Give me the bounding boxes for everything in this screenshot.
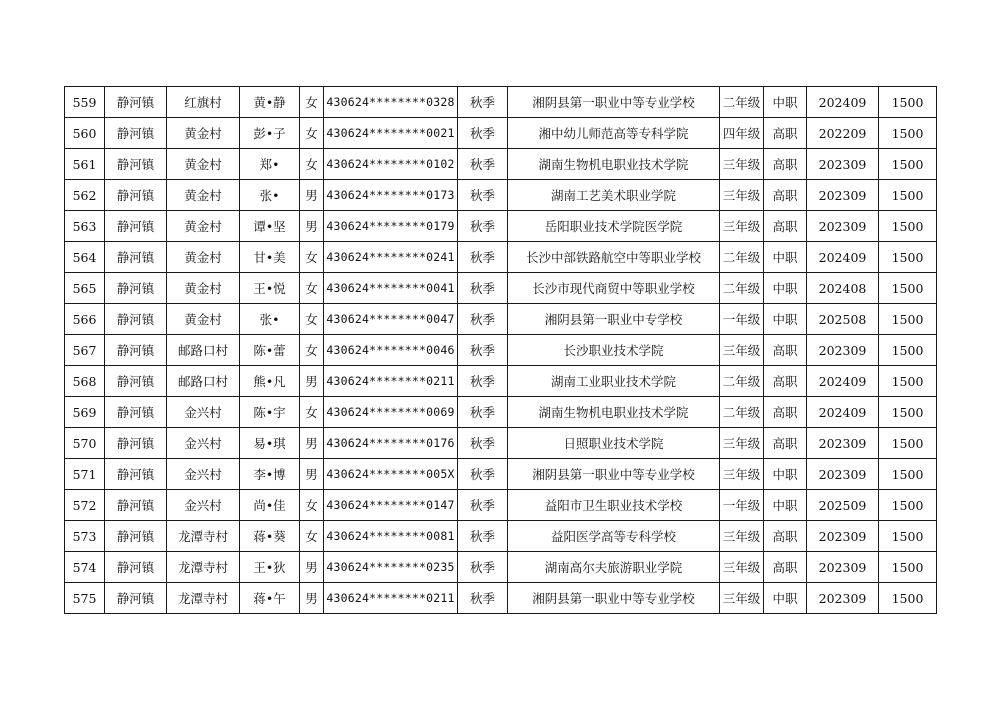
- gender-cell: 男: [300, 459, 324, 490]
- row-number-cell: 571: [65, 459, 105, 490]
- grade-cell: 一年级: [720, 304, 764, 335]
- enrollment-date-cell: 202409: [807, 242, 879, 273]
- row-number-cell: 564: [65, 242, 105, 273]
- enrollment-date-cell: 202309: [807, 149, 879, 180]
- subsidy-amount-cell: 1500: [879, 521, 937, 552]
- enrollment-date-cell: 202309: [807, 459, 879, 490]
- town-cell: 静河镇: [105, 242, 167, 273]
- id-number-cell: 430624********0041: [324, 273, 458, 304]
- school-name-cell: 益阳医学高等专科学校: [508, 521, 720, 552]
- row-number-cell: 574: [65, 552, 105, 583]
- semester-cell: 秋季: [458, 335, 508, 366]
- semester-cell: 秋季: [458, 552, 508, 583]
- semester-cell: 秋季: [458, 521, 508, 552]
- semester-cell: 秋季: [458, 180, 508, 211]
- education-level-cell: 中职: [764, 490, 807, 521]
- gender-cell: 男: [300, 211, 324, 242]
- town-cell: 静河镇: [105, 552, 167, 583]
- town-cell: 静河镇: [105, 428, 167, 459]
- enrollment-date-cell: 202309: [807, 521, 879, 552]
- village-cell: 龙潭寺村: [167, 552, 240, 583]
- gender-cell: 男: [300, 552, 324, 583]
- id-number-cell: 430624********0235: [324, 552, 458, 583]
- grade-cell: 二年级: [720, 397, 764, 428]
- enrollment-date-cell: 202209: [807, 118, 879, 149]
- village-cell: 邮路口村: [167, 366, 240, 397]
- table-row: [65, 211, 937, 242]
- town-cell: 静河镇: [105, 335, 167, 366]
- village-cell: 金兴村: [167, 490, 240, 521]
- student-name-cell: 陈•蕾: [240, 335, 300, 366]
- school-name-cell: 湘阴县第一职业中等专业学校: [508, 87, 720, 118]
- enrollment-date-cell: 202309: [807, 428, 879, 459]
- subsidy-amount-cell: 1500: [879, 87, 937, 118]
- subsidy-amount-cell: 1500: [879, 490, 937, 521]
- row-number-cell: 563: [65, 211, 105, 242]
- student-name-cell: 王•悦: [240, 273, 300, 304]
- semester-cell: 秋季: [458, 211, 508, 242]
- student-name-cell: 尚•佳: [240, 490, 300, 521]
- subsidy-amount-cell: 1500: [879, 583, 937, 614]
- row-number-cell: 569: [65, 397, 105, 428]
- gender-cell: 女: [300, 490, 324, 521]
- gender-cell: 男: [300, 583, 324, 614]
- school-name-cell: 湖南高尔夫旅游职业学院: [508, 552, 720, 583]
- id-number-cell: 430624********0179: [324, 211, 458, 242]
- student-name-cell: 甘•美: [240, 242, 300, 273]
- town-cell: 静河镇: [105, 87, 167, 118]
- gender-cell: 女: [300, 397, 324, 428]
- id-number-cell: 430624********0241: [324, 242, 458, 273]
- id-number-cell: 430624********0147: [324, 490, 458, 521]
- grade-cell: 三年级: [720, 459, 764, 490]
- table-row: [65, 583, 937, 614]
- table-row: [65, 521, 937, 552]
- table-row: [65, 459, 937, 490]
- school-name-cell: 湖南生物机电职业技术学院: [508, 149, 720, 180]
- semester-cell: 秋季: [458, 397, 508, 428]
- school-name-cell: 湘中幼儿师范高等专科学院: [508, 118, 720, 149]
- school-name-cell: 湘阴县第一职业中等专业学校: [508, 459, 720, 490]
- student-name-cell: 蒋•葵: [240, 521, 300, 552]
- enrollment-date-cell: 202409: [807, 366, 879, 397]
- row-number-cell: 570: [65, 428, 105, 459]
- row-number-cell: 572: [65, 490, 105, 521]
- student-name-cell: 黄•静: [240, 87, 300, 118]
- enrollment-date-cell: 202309: [807, 180, 879, 211]
- grade-cell: 一年级: [720, 490, 764, 521]
- table-row: [65, 366, 937, 397]
- village-cell: 黄金村: [167, 304, 240, 335]
- table-row: [65, 242, 937, 273]
- education-level-cell: 中职: [764, 242, 807, 273]
- semester-cell: 秋季: [458, 583, 508, 614]
- student-name-cell: 蒋•午: [240, 583, 300, 614]
- town-cell: 静河镇: [105, 521, 167, 552]
- town-cell: 静河镇: [105, 366, 167, 397]
- enrollment-date-cell: 202409: [807, 87, 879, 118]
- gender-cell: 女: [300, 304, 324, 335]
- education-level-cell: 高职: [764, 521, 807, 552]
- subsidy-amount-cell: 1500: [879, 335, 937, 366]
- gender-cell: 女: [300, 87, 324, 118]
- subsidy-amount-cell: 1500: [879, 459, 937, 490]
- gender-cell: 女: [300, 335, 324, 366]
- education-level-cell: 中职: [764, 459, 807, 490]
- table-row: [65, 149, 937, 180]
- education-level-cell: 高职: [764, 149, 807, 180]
- grade-cell: 二年级: [720, 242, 764, 273]
- enrollment-date-cell: 202309: [807, 552, 879, 583]
- row-number-cell: 575: [65, 583, 105, 614]
- subsidy-amount-cell: 1500: [879, 118, 937, 149]
- village-cell: 龙潭寺村: [167, 583, 240, 614]
- village-cell: 金兴村: [167, 459, 240, 490]
- school-name-cell: 湘阴县第一职业中专学校: [508, 304, 720, 335]
- village-cell: 金兴村: [167, 428, 240, 459]
- student-name-cell: 郑•: [240, 149, 300, 180]
- subsidy-amount-cell: 1500: [879, 273, 937, 304]
- table-body: [65, 87, 937, 614]
- grade-cell: 三年级: [720, 211, 764, 242]
- education-level-cell: 中职: [764, 583, 807, 614]
- grade-cell: 二年级: [720, 366, 764, 397]
- village-cell: 邮路口村: [167, 335, 240, 366]
- row-number-cell: 567: [65, 335, 105, 366]
- student-name-cell: 熊•凡: [240, 366, 300, 397]
- enrollment-date-cell: 202509: [807, 490, 879, 521]
- education-level-cell: 高职: [764, 211, 807, 242]
- id-number-cell: 430624********0102: [324, 149, 458, 180]
- subsidy-amount-cell: 1500: [879, 149, 937, 180]
- town-cell: 静河镇: [105, 490, 167, 521]
- school-name-cell: 长沙市现代商贸中等职业学校: [508, 273, 720, 304]
- education-level-cell: 高职: [764, 397, 807, 428]
- student-name-cell: 彭•子: [240, 118, 300, 149]
- semester-cell: 秋季: [458, 304, 508, 335]
- town-cell: 静河镇: [105, 211, 167, 242]
- subsidy-amount-cell: 1500: [879, 397, 937, 428]
- school-name-cell: 湖南工业职业技术学院: [508, 366, 720, 397]
- town-cell: 静河镇: [105, 459, 167, 490]
- id-number-cell: 430624********0176: [324, 428, 458, 459]
- school-name-cell: 湖南生物机电职业技术学院: [508, 397, 720, 428]
- table-row: [65, 118, 937, 149]
- town-cell: 静河镇: [105, 180, 167, 211]
- town-cell: 静河镇: [105, 304, 167, 335]
- school-name-cell: 湘阴县第一职业中等专业学校: [508, 583, 720, 614]
- id-number-cell: 430624********0047: [324, 304, 458, 335]
- id-number-cell: 430624********0069: [324, 397, 458, 428]
- student-name-cell: 张•: [240, 304, 300, 335]
- subsidy-amount-cell: 1500: [879, 366, 937, 397]
- id-number-cell: 430624********0021: [324, 118, 458, 149]
- grade-cell: 二年级: [720, 273, 764, 304]
- semester-cell: 秋季: [458, 490, 508, 521]
- village-cell: 黄金村: [167, 242, 240, 273]
- table-row: [65, 490, 937, 521]
- village-cell: 龙潭寺村: [167, 521, 240, 552]
- grade-cell: 四年级: [720, 118, 764, 149]
- town-cell: 静河镇: [105, 149, 167, 180]
- education-level-cell: 中职: [764, 304, 807, 335]
- semester-cell: 秋季: [458, 242, 508, 273]
- subsidy-amount-cell: 1500: [879, 552, 937, 583]
- town-cell: 静河镇: [105, 583, 167, 614]
- subsidy-amount-cell: 1500: [879, 180, 937, 211]
- enrollment-date-cell: 202309: [807, 211, 879, 242]
- gender-cell: 男: [300, 180, 324, 211]
- id-number-cell: 430624********0211: [324, 583, 458, 614]
- village-cell: 红旗村: [167, 87, 240, 118]
- gender-cell: 女: [300, 273, 324, 304]
- student-name-cell: 王•狄: [240, 552, 300, 583]
- student-name-cell: 张•: [240, 180, 300, 211]
- grade-cell: 三年级: [720, 335, 764, 366]
- id-number-cell: 430624********0081: [324, 521, 458, 552]
- school-name-cell: 岳阳职业技术学院医学院: [508, 211, 720, 242]
- gender-cell: 女: [300, 118, 324, 149]
- subsidy-amount-cell: 1500: [879, 211, 937, 242]
- table-row: [65, 87, 937, 118]
- id-number-cell: 430624********0328: [324, 87, 458, 118]
- village-cell: 黄金村: [167, 273, 240, 304]
- school-name-cell: 益阳市卫生职业技术学校: [508, 490, 720, 521]
- education-level-cell: 高职: [764, 366, 807, 397]
- semester-cell: 秋季: [458, 149, 508, 180]
- gender-cell: 男: [300, 428, 324, 459]
- village-cell: 黄金村: [167, 211, 240, 242]
- semester-cell: 秋季: [458, 273, 508, 304]
- village-cell: 黄金村: [167, 180, 240, 211]
- table-row: [65, 552, 937, 583]
- grade-cell: 三年级: [720, 428, 764, 459]
- education-level-cell: 中职: [764, 87, 807, 118]
- town-cell: 静河镇: [105, 118, 167, 149]
- table-row: [65, 335, 937, 366]
- education-level-cell: 高职: [764, 335, 807, 366]
- student-name-cell: 谭•坚: [240, 211, 300, 242]
- grade-cell: 二年级: [720, 87, 764, 118]
- subsidy-amount-cell: 1500: [879, 242, 937, 273]
- subsidy-amount-cell: 1500: [879, 304, 937, 335]
- student-subsidy-table: [64, 86, 937, 614]
- table-row: [65, 397, 937, 428]
- table-row: [65, 180, 937, 211]
- village-cell: 黄金村: [167, 118, 240, 149]
- education-level-cell: 高职: [764, 180, 807, 211]
- semester-cell: 秋季: [458, 428, 508, 459]
- school-name-cell: 长沙中部铁路航空中等职业学校: [508, 242, 720, 273]
- school-name-cell: 长沙职业技术学院: [508, 335, 720, 366]
- village-cell: 金兴村: [167, 397, 240, 428]
- student-name-cell: 易•琪: [240, 428, 300, 459]
- enrollment-date-cell: 202408: [807, 273, 879, 304]
- education-level-cell: 高职: [764, 428, 807, 459]
- id-number-cell: 430624********0046: [324, 335, 458, 366]
- gender-cell: 男: [300, 366, 324, 397]
- row-number-cell: 573: [65, 521, 105, 552]
- semester-cell: 秋季: [458, 366, 508, 397]
- enrollment-date-cell: 202309: [807, 583, 879, 614]
- enrollment-date-cell: 202309: [807, 335, 879, 366]
- town-cell: 静河镇: [105, 273, 167, 304]
- student-name-cell: 陈•宇: [240, 397, 300, 428]
- table-row: [65, 304, 937, 335]
- grade-cell: 三年级: [720, 521, 764, 552]
- gender-cell: 女: [300, 149, 324, 180]
- village-cell: 黄金村: [167, 149, 240, 180]
- school-name-cell: 日照职业技术学院: [508, 428, 720, 459]
- id-number-cell: 430624********0211: [324, 366, 458, 397]
- grade-cell: 三年级: [720, 149, 764, 180]
- semester-cell: 秋季: [458, 87, 508, 118]
- gender-cell: 女: [300, 242, 324, 273]
- row-number-cell: 560: [65, 118, 105, 149]
- school-name-cell: 湖南工艺美术职业学院: [508, 180, 720, 211]
- grade-cell: 三年级: [720, 180, 764, 211]
- gender-cell: 女: [300, 521, 324, 552]
- enrollment-date-cell: 202508: [807, 304, 879, 335]
- grade-cell: 三年级: [720, 552, 764, 583]
- education-level-cell: 中职: [764, 273, 807, 304]
- grade-cell: 三年级: [720, 583, 764, 614]
- education-level-cell: 高职: [764, 552, 807, 583]
- enrollment-date-cell: 202409: [807, 397, 879, 428]
- town-cell: 静河镇: [105, 397, 167, 428]
- id-number-cell: 430624********005X: [324, 459, 458, 490]
- id-number-cell: 430624********0173: [324, 180, 458, 211]
- row-number-cell: 559: [65, 87, 105, 118]
- student-name-cell: 李•博: [240, 459, 300, 490]
- table-row: [65, 428, 937, 459]
- semester-cell: 秋季: [458, 459, 508, 490]
- row-number-cell: 566: [65, 304, 105, 335]
- education-level-cell: 高职: [764, 118, 807, 149]
- row-number-cell: 562: [65, 180, 105, 211]
- subsidy-amount-cell: 1500: [879, 428, 937, 459]
- semester-cell: 秋季: [458, 118, 508, 149]
- table-row: [65, 273, 937, 304]
- row-number-cell: 565: [65, 273, 105, 304]
- row-number-cell: 568: [65, 366, 105, 397]
- row-number-cell: 561: [65, 149, 105, 180]
